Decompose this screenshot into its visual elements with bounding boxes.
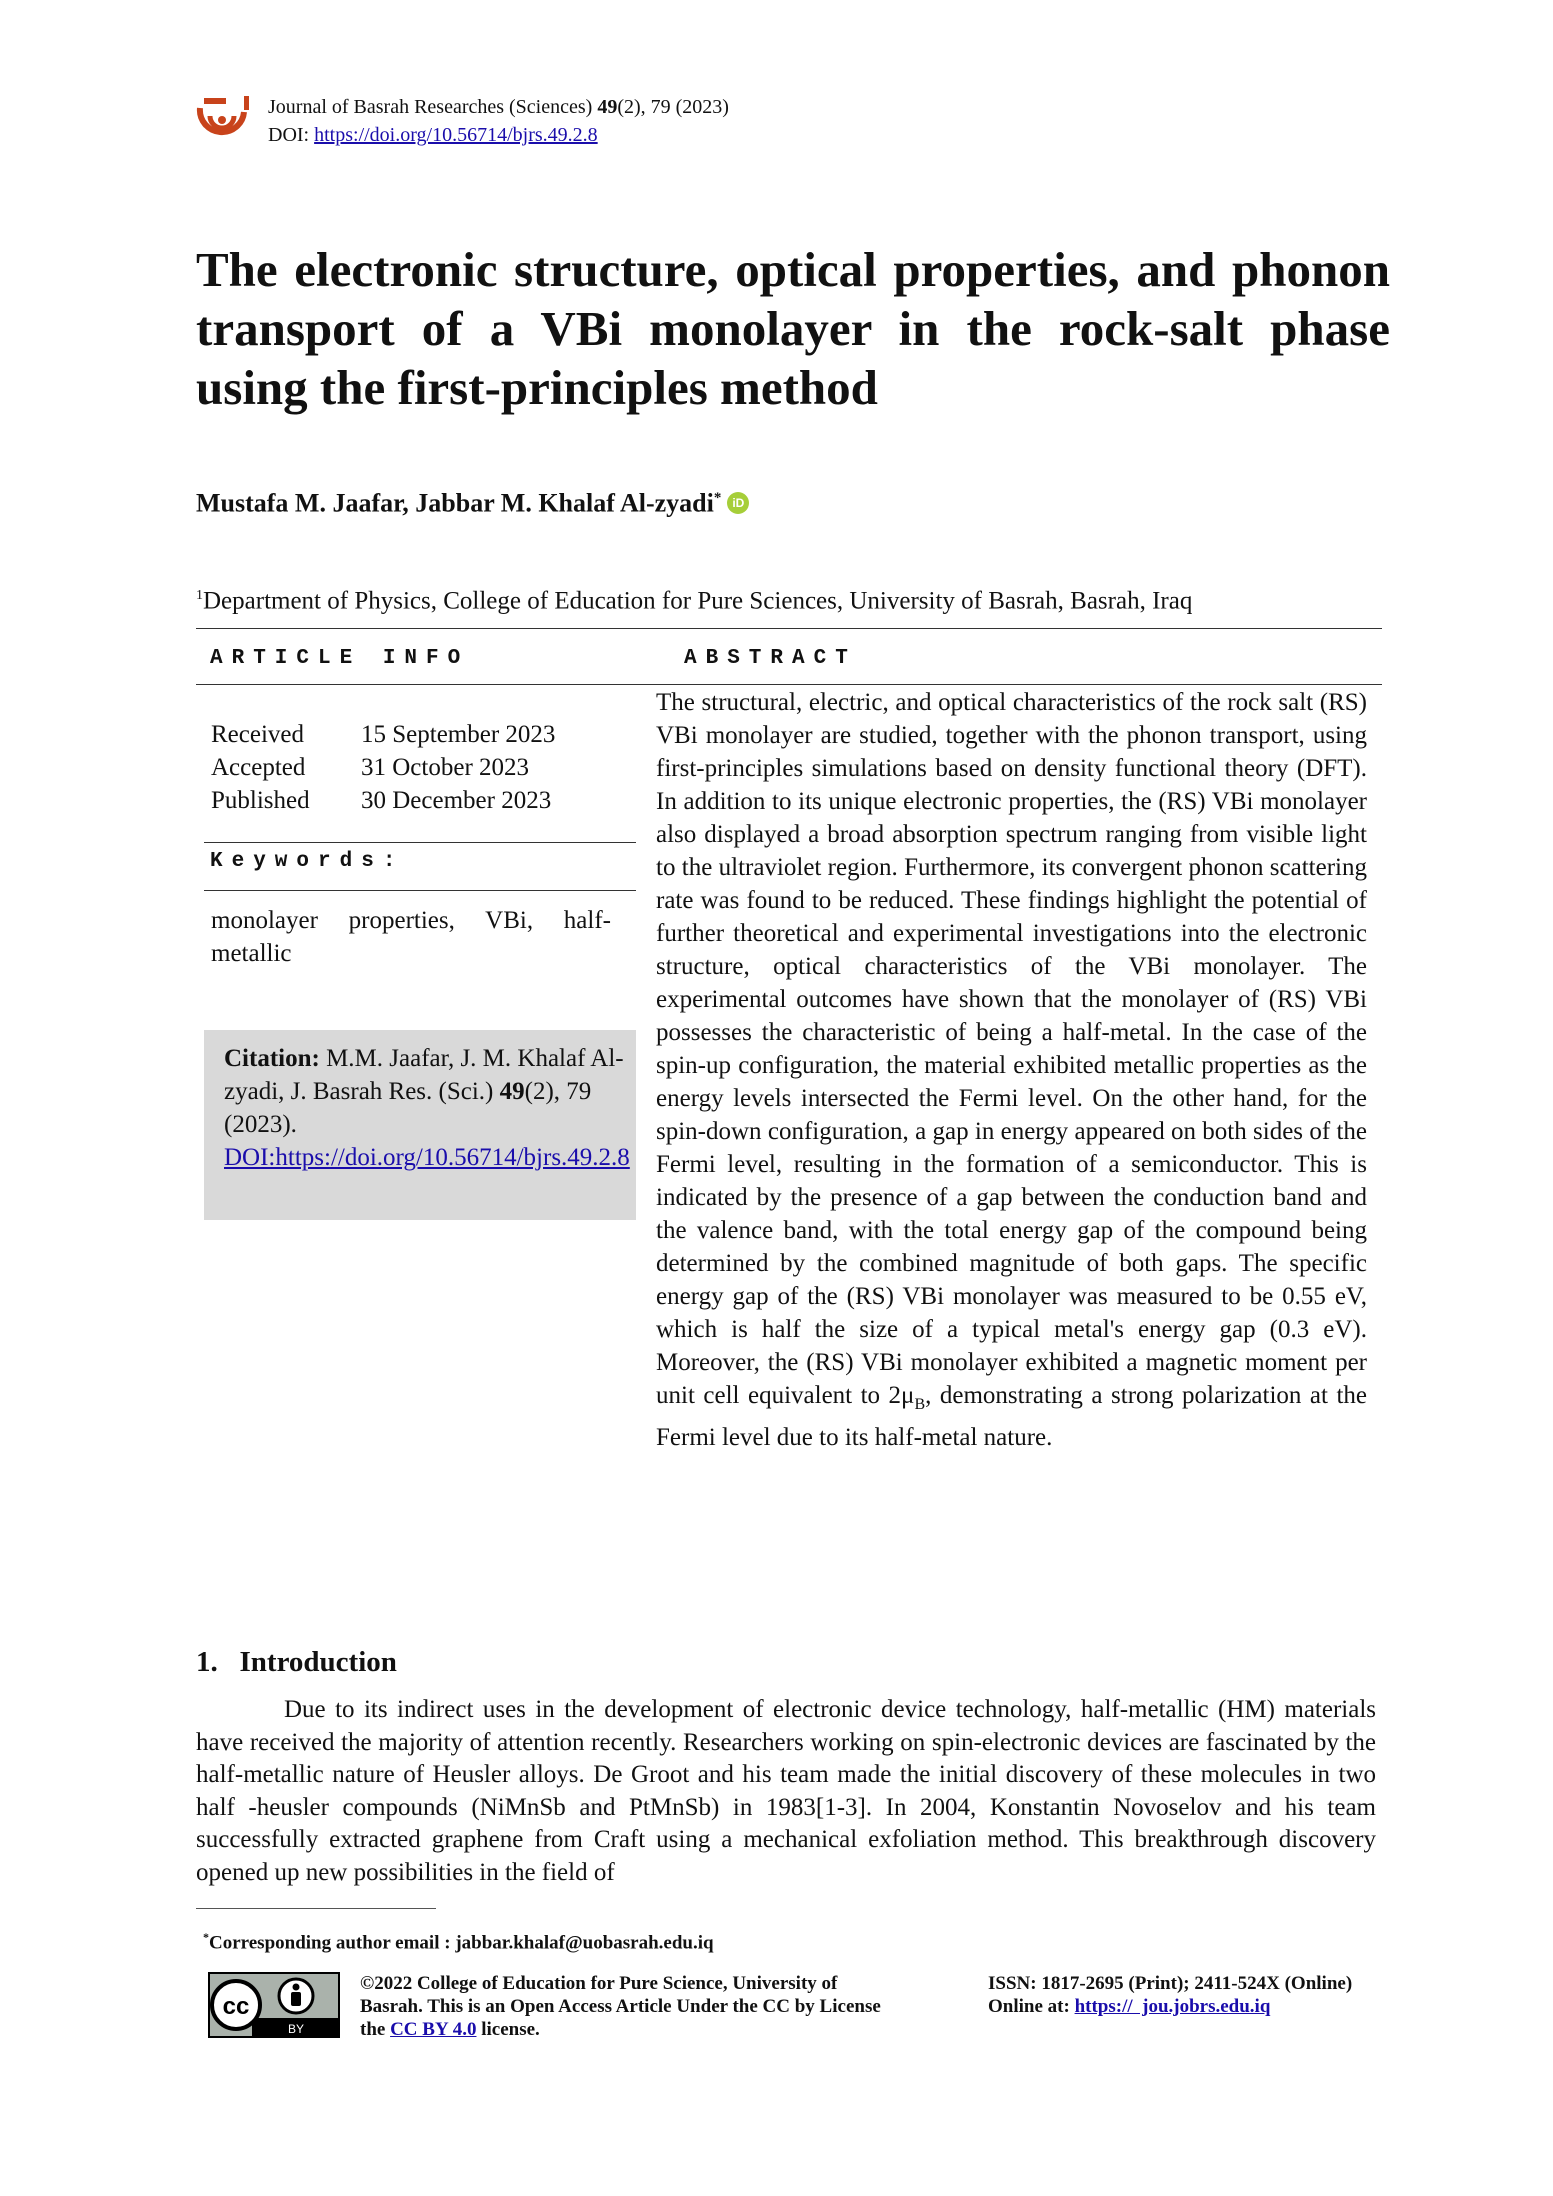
cc-by-link[interactable]: CC BY 4.0	[390, 2019, 477, 2040]
divider-header	[196, 684, 1382, 685]
issn-info: ISSN: 1817-2695 (Print); 2411-524X (Online) Online at: https:// jou.jobrs.edu.iq	[988, 1973, 1353, 2017]
article-info-heading: ARTICLE INFO	[210, 647, 470, 670]
cc-text: cc	[222, 1993, 250, 2020]
divider-keywords-bottom	[204, 890, 636, 891]
doi-line: DOI: https://doi.org/10.56714/bjrs.49.2.8	[268, 124, 598, 146]
corresponding-author: *Corresponding author email : jabbar.khalaf@uobasrah.edu.iq	[203, 1930, 714, 1954]
citation-doi-link[interactable]: DOI:https://doi.org/10.56714/bjrs.49.2.8	[224, 1144, 630, 1171]
article-dates	[211, 718, 555, 817]
doi-link[interactable]: https://doi.org/10.56714/bjrs.49.2.8	[314, 124, 598, 146]
journal-website-link[interactable]: https:// jou.jobrs.edu.iq	[1074, 1996, 1271, 2017]
introduction-text: Due to its indirect uses in the development of electronic device technology, half-metallic (HM) materials have received the majority of attention recently. Researchers working on spin-electronic devices are fascinated by the half-metallic nature of Heusler alloys. De Groot and his team made the initial discovery of these molecules in two half -heusler compounds (NiMnSb and PtMnSb) in 1983[1-3]. In 2004, Konstantin Novoselov and his team successfully extracted graphene from Craft using a mechanical exfoliation method. This breakthrough discovery opened up new possibilities in the field of	[196, 1696, 1376, 1886]
introduction-heading: 1. Introduction	[196, 1646, 397, 1678]
journal-logo	[194, 94, 254, 154]
journal-citation-line: Journal of Basrah Researches (Sciences) 49(2), 79 (2023)	[268, 96, 729, 118]
by-text: BY	[287, 2022, 305, 2036]
divider-top	[196, 628, 1382, 629]
license-text: ©2022 College of Education for Pure Science, University of Basrah. This is an Open Access Article Under the CC by License the CC BY 4.0 license.	[360, 1973, 881, 2040]
orcid-icon[interactable]: iD	[727, 492, 749, 514]
divider-keywords-top	[204, 842, 636, 843]
cc-by-license-icon	[208, 1972, 340, 2038]
abstract-heading: ABSTRACT	[684, 647, 857, 670]
footnote-divider	[196, 1908, 436, 1909]
keywords-heading: Keywords:	[210, 850, 405, 873]
authors: Mustafa M. Jaafar, Jabbar M. Khalaf Al-zyadi* iD	[196, 482, 749, 520]
paper-title: The electronic structure, optical properties, and phonon transport of a VBi monolayer in the rock-salt phase using the first-principles method	[196, 242, 1390, 415]
date-row-accepted: Accepted 31 October 2023	[211, 754, 530, 781]
citation-box: Citation: M.M. Jaafar, J. M. Khalaf Al-zyadi, J. Basrah Res. (Sci.) 49(2), 79 (2023). DOI:https://doi.org/10.56714/bjrs.49.2.8	[204, 1030, 636, 1220]
keywords-text: monolayer properties, VBi, half-metallic	[211, 907, 611, 967]
affiliation: $^1$Department of Physics, College of Education for Pure Sciences, University of Basrah, Basrah, Iraq	[196, 587, 1193, 615]
abstract-text: The structural, electric, and optical characteristics of the rock salt (RS) VBi monolayer are studied, together with the phonon transport, using first-principles simulations based on density functional theory (DFT). In addition to its unique electronic properties, the (RS) VBi monolayer also displayed a broad absorption spectrum ranging from visible light to the ultraviolet region. Furthermore, its convergent phonon scattering rate was found to be reduced. These findings highlight the potential of further theoretical and experimental investigations into the electronic structure, optical characteristics of the VBi monolayer. The experimental outcomes have shown that the monolayer of (RS) VBi possesses the characteristic of being a half-metal. In the case of the spin-up configuration, the material exhibited metallic properties as the energy levels intersected the Fermi level. On the other hand, for the spin-down configuration, a gap in energy appeared on both sides of the Fermi level, resulting in the formation of a semiconductor. This is indicated by the presence of a gap between the conduction band and the valence band, with the total energy gap of the compound being determined by the combined magnitude of both gaps. The specific energy gap of the (RS) VBi monolayer was measured to be 0.55 eV, which is half the size of a typical metal's energy gap (0.3 eV). Moreover, the (RS) VBi monolayer exhibited a magnetic moment per unit cell equivalent to $2\mu_B$, demonstrating a strong polarization at the Fermi level due to its half-metal nature.	[656, 689, 1368, 1451]
date-row-received: Received 15 September 2023	[211, 721, 556, 748]
date-row-published: Published 30 December 2023	[211, 787, 552, 814]
